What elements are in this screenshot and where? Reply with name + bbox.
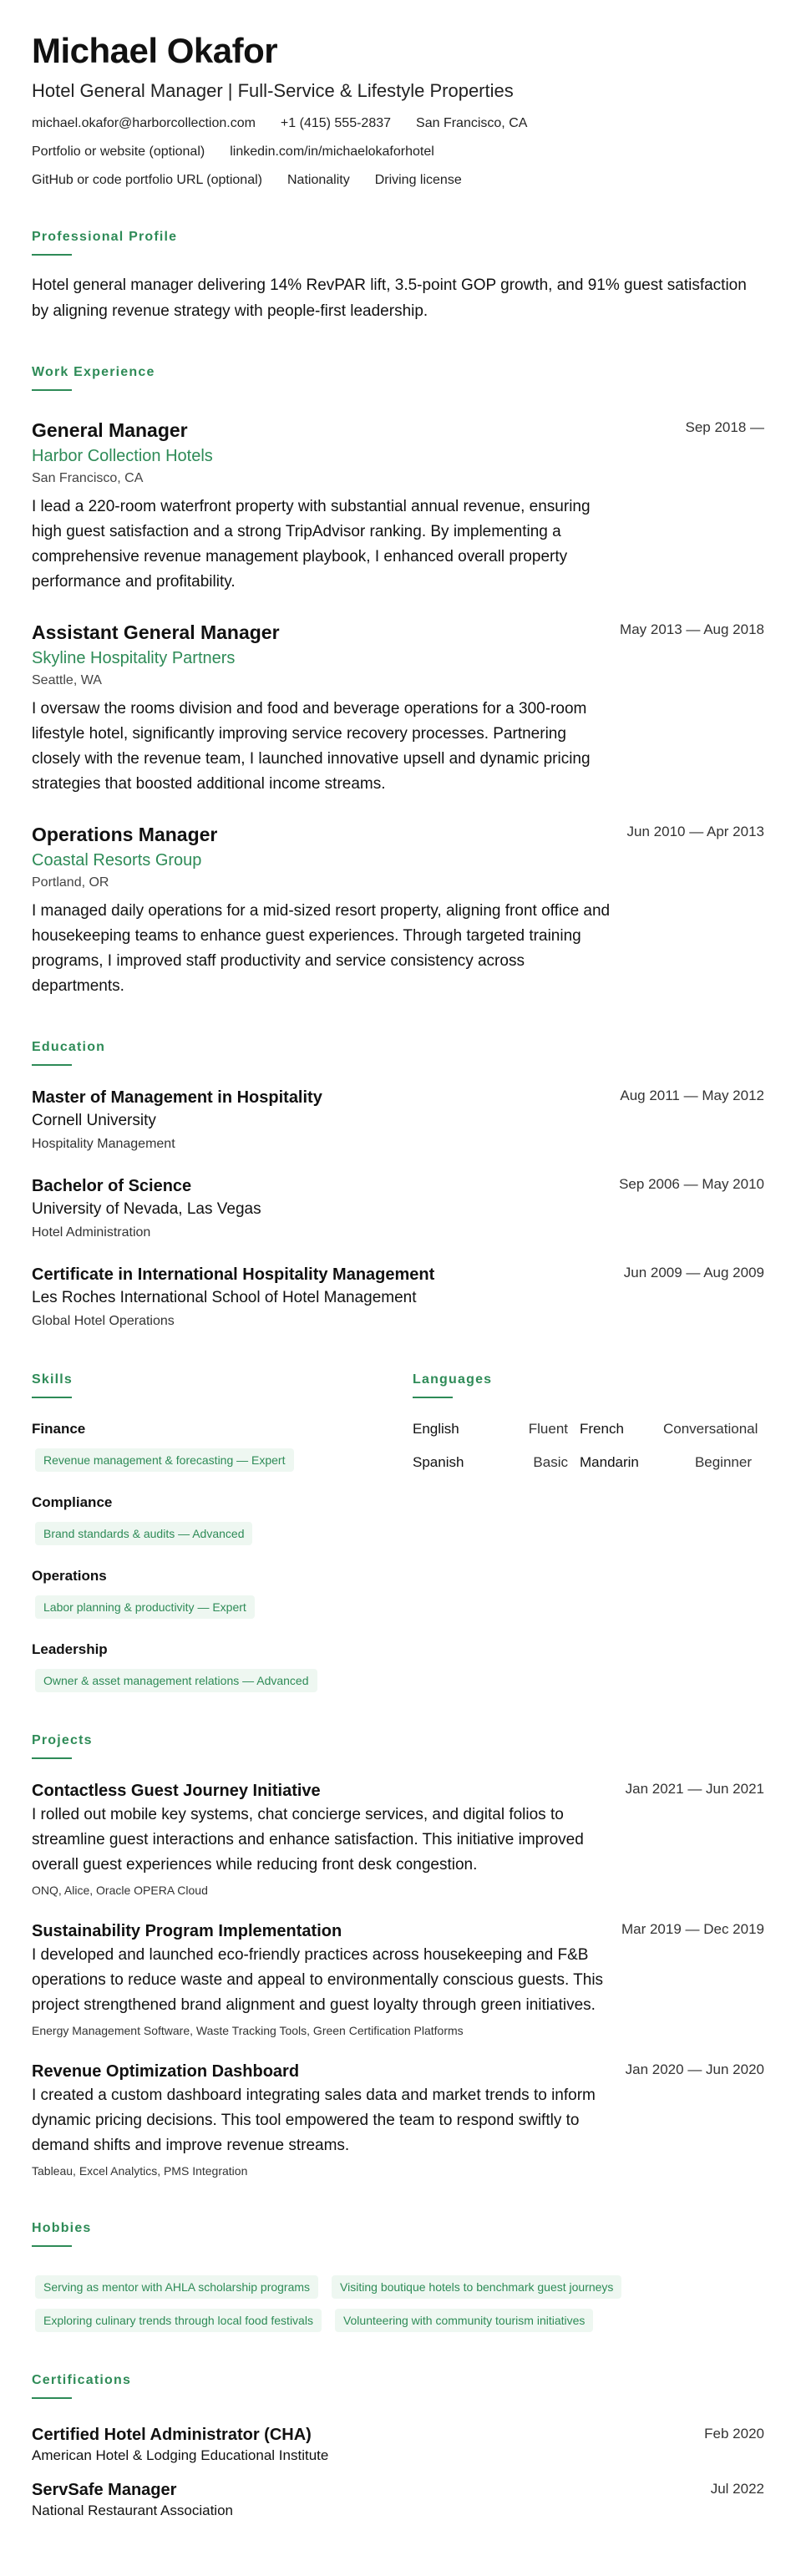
hobby-chip: Exploring culinary trends through local food festivals (35, 2309, 322, 2332)
job-entry (32, 822, 764, 999)
project-entry (32, 1779, 764, 1899)
job-company: Harbor Collection Hotels (32, 447, 213, 465)
section-divider (32, 1064, 72, 1066)
project-entry (32, 1919, 764, 2040)
language-level: Conversational (663, 1421, 758, 1437)
portfolio-link[interactable]: Portfolio or website (optional) (32, 145, 205, 159)
profile-summary: Hotel general manager delivering 14% RevPAR lift, 3.5-point GOP growth, and 91% guest satisfaction by aligning revenue strategy with people-first leadership. (32, 276, 747, 320)
project-entry (32, 2060, 764, 2180)
license-text: Driving license (374, 173, 462, 187)
project-description: I rolled out mobile key systems, chat concierge services, and digital folios to streamline guest interactions and enhance satisfaction. This initiative improved overall guest experiences while reducing front desk congestion. (32, 1806, 584, 1874)
job-entry (32, 418, 764, 595)
project-tech: Energy Management Software, Waste Tracking Tools, Green Certification Platforms (32, 2024, 464, 2037)
job-location: San Francisco, CA (32, 471, 144, 485)
email-link[interactable]: michael.okafor@harborcollection.com (32, 116, 256, 130)
education-school: Cornell University (32, 1112, 156, 1129)
project-tech: ONQ, Alice, Oracle OPERA Cloud (32, 1884, 208, 1897)
section-title-profile: Professional Profile (32, 230, 178, 244)
job-title: Operations Manager (32, 824, 218, 845)
skill-group (32, 1567, 413, 1619)
job-location: Portland, OR (32, 875, 109, 890)
certification-name: Certified Hotel Administrator (CHA) (32, 2426, 312, 2444)
language-name: French (580, 1421, 624, 1437)
job-entry (32, 620, 764, 797)
project-dates: Jan 2020 — Jun 2020 (625, 2061, 764, 2077)
project-title: Sustainability Program Implementation (32, 1922, 342, 1940)
skill-chip: Labor planning & productivity — Expert (35, 1595, 255, 1619)
certification-name: ServSafe Manager (32, 2481, 177, 2499)
skill-group (32, 1420, 413, 1472)
education-field: Hotel Administration (32, 1225, 151, 1240)
certification-issuer: American Hotel & Lodging Educational Institute (32, 2447, 329, 2463)
skill-category: Compliance (32, 1494, 113, 1510)
job-title: Assistant General Manager (32, 621, 280, 643)
education-dates: Jun 2009 — Aug 2009 (623, 1265, 764, 1280)
language-name: Spanish (413, 1454, 464, 1470)
certification-date: Feb 2020 (704, 2426, 764, 2442)
job-dates: Sep 2018 — (685, 419, 764, 435)
education-degree: Bachelor of Science (32, 1177, 192, 1195)
contact-row-1 (32, 115, 764, 132)
education-field: Global Hotel Operations (32, 1314, 175, 1328)
language-level: Fluent (528, 1421, 568, 1437)
section-divider (32, 1757, 72, 1759)
job-description: I lead a 220-room waterfront property with substantial annual revenue, ensuring high guest satisfaction and a strong TripAdvisor ranking. By implementing a comprehensive revenue management playbook, I enhanced overall property performance and profitability. (32, 498, 591, 591)
section-divider (32, 389, 72, 391)
certification-issuer: National Restaurant Association (32, 2502, 233, 2518)
github-link[interactable]: GitHub or code portfolio URL (optional) (32, 173, 262, 187)
section-divider (413, 1397, 453, 1398)
certification-entry (32, 2424, 764, 2466)
skill-category: Finance (32, 1421, 86, 1437)
section-title-experience: Work Experience (32, 365, 155, 379)
skill-category: Operations (32, 1568, 107, 1584)
project-description: I developed and launched eco-friendly practices across housekeeping and F&B operations to reduce waste and appeal to environmentally conscious guests. This project strengthened brand alignment and guest loyalty through green initiatives. (32, 1946, 604, 2014)
job-title: General Manager (32, 419, 188, 441)
section-title-hobbies: Hobbies (32, 2221, 92, 2235)
section-divider (32, 1397, 72, 1398)
languages-grid (413, 1420, 763, 1472)
education-field: Hospitality Management (32, 1137, 175, 1151)
skill-category: Leadership (32, 1641, 108, 1657)
location-text: San Francisco, CA (416, 116, 528, 130)
job-location: Seattle, WA (32, 673, 102, 687)
education-degree: Master of Management in Hospitality (32, 1088, 322, 1107)
education-entry (32, 1174, 764, 1243)
project-dates: Mar 2019 — Dec 2019 (621, 1921, 764, 1937)
projects-list (32, 1779, 764, 2180)
skill-chip: Owner & asset management relations — Advanced (35, 1669, 317, 1692)
education-dates: Sep 2006 — May 2010 (619, 1176, 764, 1192)
certification-entry (32, 2479, 764, 2521)
hobby-chip: Volunteering with community tourism initiatives (335, 2309, 593, 2332)
education-school: University of Nevada, Las Vegas (32, 1200, 261, 1218)
hobby-chip: Serving as mentor with AHLA scholarship programs (35, 2275, 318, 2299)
section-title-languages: Languages (413, 1372, 493, 1387)
experience-list (32, 418, 764, 999)
skill-chip: Revenue management & forecasting — Expert (35, 1448, 294, 1472)
skills-column (32, 1331, 413, 1692)
hobby-chip: Visiting boutique hotels to benchmark guest journeys (332, 2275, 621, 2299)
section-title-projects: Projects (32, 1733, 93, 1747)
project-title: Contactless Guest Journey Initiative (32, 1782, 321, 1800)
section-title-certifications: Certifications (32, 2373, 132, 2387)
education-entry (32, 1086, 764, 1154)
certification-date: Jul 2022 (710, 2481, 764, 2497)
education-list (32, 1086, 764, 1331)
skill-chip: Brand standards & audits — Advanced (35, 1522, 252, 1545)
contact-row-2 (32, 144, 764, 160)
skill-group (32, 1640, 413, 1692)
linkedin-link[interactable]: linkedin.com/in/michaelokaforhotel (230, 145, 434, 159)
language-level: Basic (533, 1454, 568, 1470)
languages-column (413, 1331, 763, 1692)
job-company: Skyline Hospitality Partners (32, 649, 236, 667)
education-degree: Certificate in International Hospitality Management (32, 1265, 435, 1284)
hobbies-list (32, 2265, 700, 2332)
job-dates: Jun 2010 — Apr 2013 (626, 824, 764, 839)
project-title: Revenue Optimization Dashboard (32, 2062, 300, 2081)
section-divider (32, 2397, 72, 2399)
section-divider (32, 254, 72, 256)
education-school: Les Roches International School of Hotel Management (32, 1289, 417, 1306)
certifications-list (32, 2424, 764, 2521)
section-divider (32, 2245, 72, 2247)
job-company: Coastal Resorts Group (32, 851, 202, 870)
job-dates: May 2013 — Aug 2018 (620, 621, 764, 637)
education-entry (32, 1263, 764, 1331)
education-dates: Aug 2011 — May 2012 (620, 1088, 764, 1103)
candidate-name: Michael Okafor (32, 31, 278, 70)
skills-languages-row (32, 1331, 764, 1692)
project-tech: Tableau, Excel Analytics, PMS Integration (32, 2164, 248, 2178)
section-title-education: Education (32, 1040, 106, 1054)
contact-row-3 (32, 172, 764, 189)
language-name: Mandarin (580, 1454, 639, 1470)
job-description: I managed daily operations for a mid-sized resort property, aligning front office and housekeeping teams to enhance guest experiences. Through targeted training programs, I improved staff productivity and service consistency across departments. (32, 902, 611, 995)
section-title-skills: Skills (32, 1372, 74, 1387)
nationality-text: Nationality (286, 173, 350, 187)
skill-group (32, 1493, 413, 1545)
language-name: English (413, 1421, 459, 1437)
candidate-headline: Hotel General Manager | Full-Service & Lifestyle Properties (32, 80, 514, 101)
project-description: I created a custom dashboard integrating sales data and market trends to inform dynamic pricing decisions. This tool empowered the team to respond swiftly to demand shifts and improve revenue streams. (32, 2087, 596, 2154)
phone-text: +1 (415) 555-2837 (280, 116, 392, 130)
language-level: Beginner (694, 1454, 752, 1470)
project-dates: Jan 2021 — Jun 2021 (625, 1781, 764, 1797)
job-description: I oversaw the rooms division and food and beverage operations for a 300-room lifestyle hotel, significantly improving service recovery processes. Partnering closely with the revenue team, I launched innovative upsell and dynamic pricing strategies that boosted additional income streams. (32, 700, 591, 793)
